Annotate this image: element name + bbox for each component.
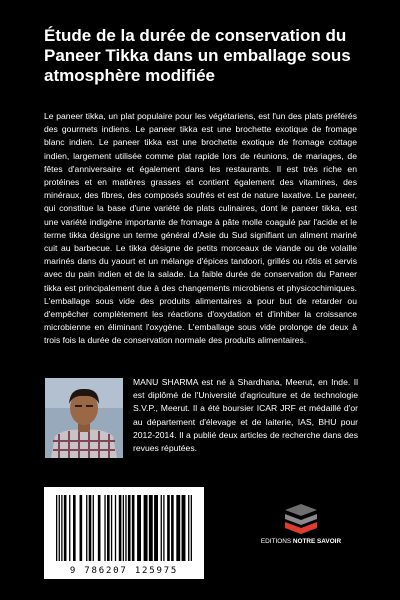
publisher-name bbox=[259, 538, 343, 545]
barcode-bar bbox=[64, 495, 67, 561]
barcode-bar bbox=[163, 495, 164, 561]
barcode-bar bbox=[182, 495, 186, 561]
barcode-bar bbox=[104, 495, 105, 561]
author-photo bbox=[45, 378, 123, 458]
barcode-bar bbox=[89, 495, 92, 561]
barcode-bar bbox=[132, 495, 135, 561]
barcode-bar bbox=[73, 495, 76, 561]
barcode-bar bbox=[149, 495, 153, 561]
barcode-bar bbox=[144, 495, 148, 561]
barcode-bar bbox=[176, 495, 180, 561]
barcode-bar bbox=[188, 495, 189, 561]
barcode-bar bbox=[61, 495, 62, 561]
publisher-logo-icon bbox=[259, 502, 343, 536]
barcode-bar bbox=[191, 495, 192, 561]
barcode-bar bbox=[123, 495, 124, 561]
publisher-name-bold: NOTRE SAVOIR bbox=[292, 538, 342, 545]
barcode-bar bbox=[56, 495, 57, 561]
barcode-bars bbox=[44, 487, 204, 565]
barcode-bar bbox=[59, 495, 60, 561]
barcode-bar bbox=[171, 495, 174, 561]
barcode-bar bbox=[125, 495, 126, 561]
book-title: Étude de la durée de conservation du Paneer Tikka dans un emballage sous atmosphère modifiée bbox=[44, 26, 351, 85]
barcode-bar bbox=[154, 495, 158, 561]
barcode-bar bbox=[86, 495, 87, 561]
book-summary: Le paneer tikka, un plat populaire pour les végétariens, est l'un des plats préférés des gourmets indiens. Le paneer tikka est une brochette exotique de fromage blanc indien. Le paneer tikka est une brochette exotique de fromage cottage indien, largement utilisée comme plat rapide lors de réunions, de mariages, de fêtes d'anniversaire et également dans les restaurants. Il est très riche en protéines et en matières grasses et contient également des vitamines, des minéraux, des fibres, des composés soufrés et est de nature laxative. Le paneer, qui constitue la base d'une variété de plats culinaires, dont le paneer tikka, est une variété indigène importante de fromage à pâte molle coagulé par l'acide et le terme tikka désigne un terme général d'Asie du Sud signifiant un aliment mariné cuit au barbecue. Le tikka désigne de petits morceaux de viande ou de volaille marinés dans du yaourt et un mélange d'épices tandoori, grillés ou rôtis et servis avec du pain indien et de la salade. La faible durée de conservation du Paneer tikka est principalement due à des changements microbiens et physicochimiques. L'emballage sous vide des produits alimentaires a pour but de retarder ou d'empêcher complètement les réactions d'oxydation et d'inhiber la croissance microbienne en éliminant l'oxygène. L'emballage sous vide prolonge de deux à trois fois la durée de conservation normale des produits alimentaires. bbox=[44, 111, 357, 346]
author-portrait-image bbox=[45, 378, 123, 458]
publisher-block bbox=[259, 502, 343, 552]
barcode-bar bbox=[80, 495, 83, 561]
barcode-bar bbox=[137, 495, 141, 561]
barcode-bar bbox=[161, 495, 162, 561]
publisher-name-prefix: EDITIONS bbox=[260, 538, 293, 545]
barcode-bar bbox=[111, 495, 112, 561]
author-bio: MANU SHARMA est né à Shardhana, Meerut, en Inde. Il est diplômé de l'Université d'agriculture et de technologie S.V.P., Meerut. Il a été boursier ICAR JRF et médaillé d'or au département d'élevage et de laiterie, IAS, BHU pour 2012-2014. Il a publié deux articles de recherche dans des revues réputées. bbox=[133, 377, 358, 454]
barcode-bar bbox=[69, 495, 70, 561]
barcode-bar bbox=[115, 495, 116, 561]
barcode-bar bbox=[167, 495, 170, 561]
barcode-bar bbox=[119, 495, 122, 561]
barcode-bar bbox=[98, 495, 101, 561]
barcode-bar bbox=[128, 495, 131, 561]
isbn-barcode bbox=[44, 487, 204, 579]
isbn-digits: 9 786207 125975 bbox=[69, 566, 179, 576]
barcode-bar bbox=[107, 495, 110, 561]
barcode-bar bbox=[93, 495, 94, 561]
